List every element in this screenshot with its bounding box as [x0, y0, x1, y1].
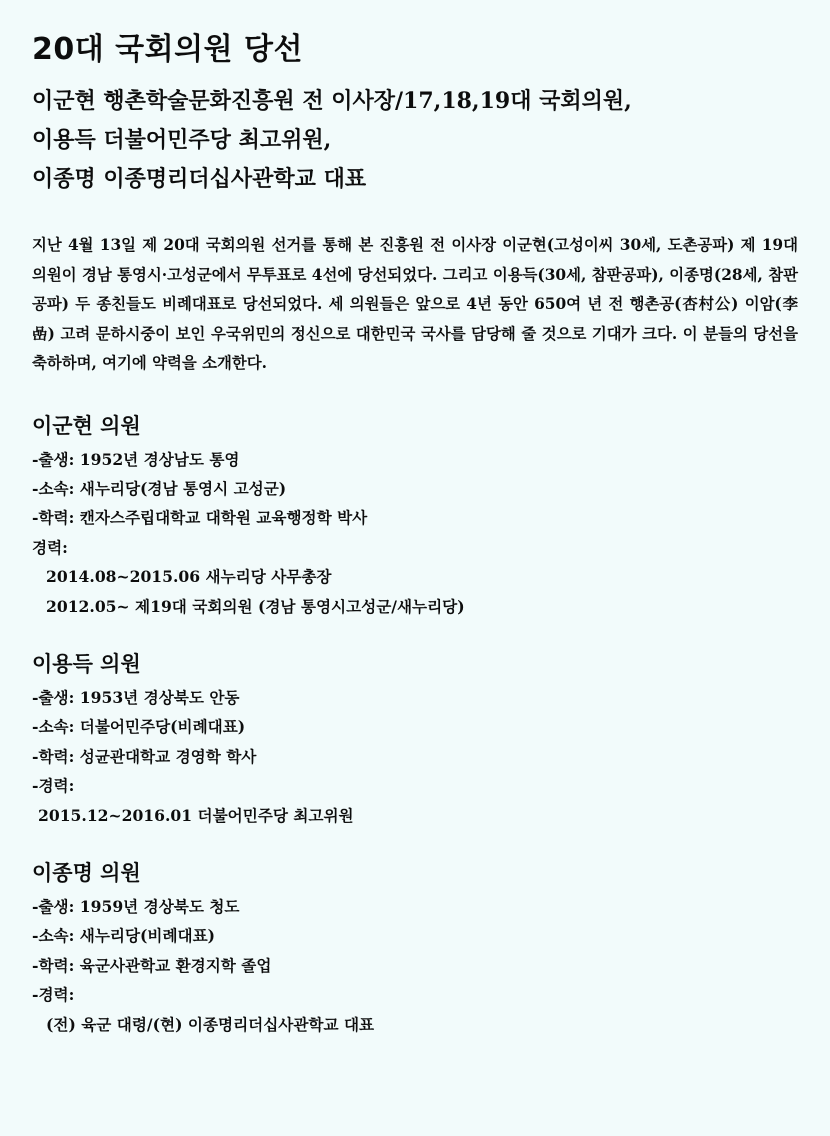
member-name: 이용득 의원: [32, 651, 141, 676]
member-education: -학력: 캔자스주립대학교 대학원 교육행정학 박사: [32, 508, 368, 528]
subtitle-line: 이용득 더불어민주당 최고위원,: [32, 127, 332, 153]
member-birth: -출생: 1953년 경상북도 안동: [32, 687, 240, 707]
page-title: 20대 국회의원 당선: [32, 32, 303, 67]
member-party: -소속: 새누리당(비례대표): [32, 926, 216, 946]
member-party: -소속: 새누리당(경남 통영시 고성군): [32, 478, 287, 498]
member-education: -학력: 육군사관학교 환경지학 졸업: [32, 955, 272, 975]
member-name: 이종명 의원: [32, 860, 141, 885]
member-section-lee-jongmyeong: [32, 858, 798, 1039]
member-section-lee-gunhyeon: [32, 411, 798, 621]
member-birth: -출생: 1952년 경상남도 통영: [32, 449, 240, 469]
member-party: -소속: 더불어민주당(비례대표): [32, 717, 246, 737]
career-item: 2014.08~2015.06 새누리당 사무총장: [46, 567, 332, 587]
member-career-label: -경력:: [32, 776, 75, 796]
career-item: 2015.12~2016.01 더불어민주당 최고위원: [38, 805, 354, 825]
member-name: 이군현 의원: [32, 413, 141, 438]
career-item: (전) 육군 대령/(현) 이종명리더십사관학교 대표: [46, 1014, 375, 1034]
intro-paragraph: 지난 4월 13일 제 20대 국회의원 선거를 통해 본 진흥원 전 이사장 이군현(고성이씨 30세, 도촌공파) 제 19대 의원이 경남 통영시·고성군에서 무투표로 4선에 당선되었다. 그리고 이용득(30세, 참판공파), 이종명(28세, 참판공파) 두 종친들도 비례대표로 당선되었다. 세 의원들은 앞으로 4년 동안 650여 년 전 행촌공(杏村公) 이암(李嵒) 고려 문하시중이 보인 우국위민의 정신으로 대한민국 국사를 담당해 줄 것으로 기대가 크다. 이 분들의 당선을 축하하며, 여기에 약력을 소개한다.: [32, 236, 798, 372]
member-education: -학력: 성균관대학교 경영학 학사: [32, 746, 257, 766]
career-item: 2012.05~ 제19대 국회의원 (경남 통영시고성군/새누리당): [46, 596, 465, 616]
member-section-lee-yongdeuk: [32, 649, 798, 830]
subtitle-line: 이군현 행촌학술문화진흥원 전 이사장/17,18,19대 국회의원,: [32, 88, 632, 114]
subtitle-line: 이종명 이종명리더십사관학교 대표: [32, 166, 367, 192]
member-birth: -출생: 1959년 경상북도 청도: [32, 896, 240, 916]
member-career-label: 경력:: [32, 537, 68, 557]
member-career-label: -경력:: [32, 985, 75, 1005]
